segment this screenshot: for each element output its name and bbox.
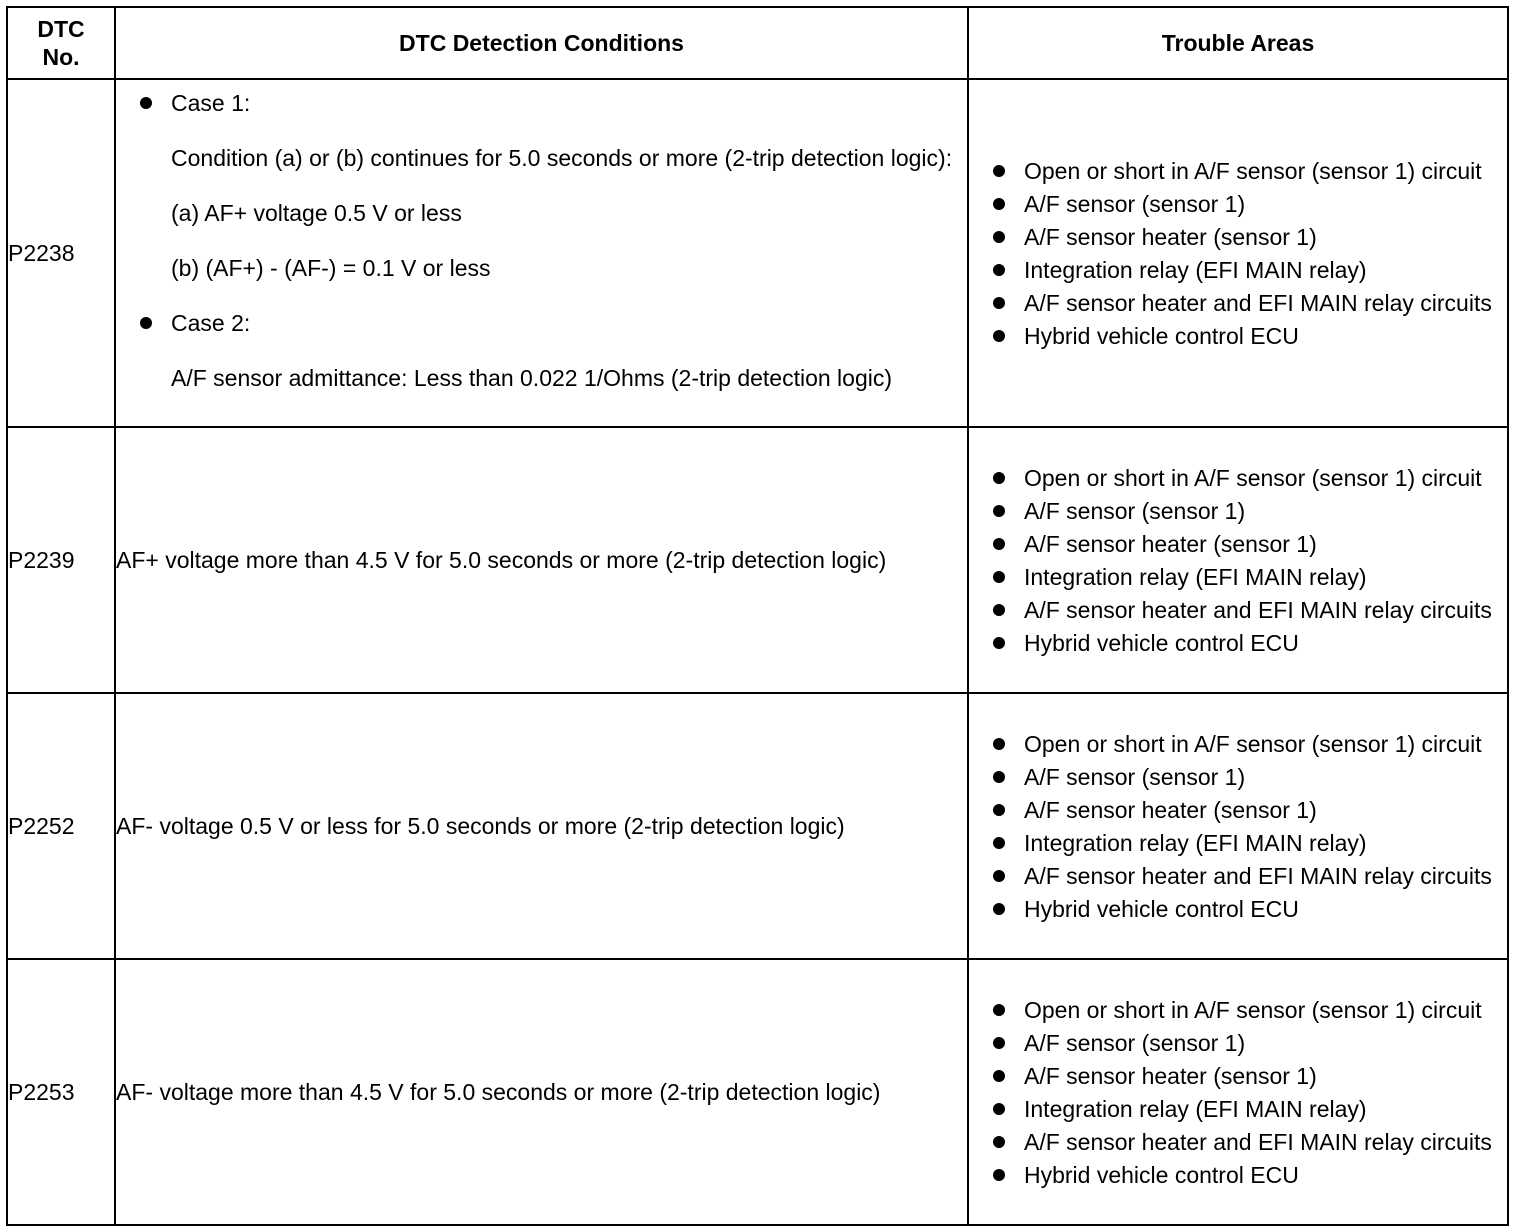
trouble-area-item: A/F sensor heater and EFI MAIN relay circuits — [991, 595, 1497, 625]
header-dtc-no: DTC No. — [7, 7, 115, 79]
detection-condition: AF- voltage 0.5 V or less for 5.0 seconds or more (2-trip detection logic) — [115, 693, 968, 959]
trouble-area-list — [969, 719, 1507, 934]
trouble-area-item: Open or short in A/F sensor (sensor 1) circuit — [991, 463, 1497, 493]
dtc-code: P2239 — [7, 427, 115, 693]
case-1-condition-b: (b) (AF+) - (AF-) = 0.1 V or less — [171, 255, 491, 281]
trouble-area-list — [969, 453, 1507, 668]
dtc-code: P2252 — [7, 693, 115, 959]
dtc-code: P2253 — [7, 959, 115, 1225]
trouble-area-item: A/F sensor (sensor 1) — [991, 189, 1497, 219]
dtc-table — [6, 6, 1509, 1226]
trouble-area-item: A/F sensor heater and EFI MAIN relay circuits — [991, 861, 1497, 891]
case-2-text: A/F sensor admittance: Less than 0.022 1/Ohms (2-trip detection logic) — [171, 365, 893, 391]
trouble-area-item: A/F sensor (sensor 1) — [991, 1028, 1497, 1058]
trouble-area-item: Open or short in A/F sensor (sensor 1) circuit — [991, 729, 1497, 759]
trouble-area-item: A/F sensor heater (sensor 1) — [991, 222, 1497, 252]
header-row — [7, 7, 1508, 79]
table-row — [7, 693, 1508, 959]
header-conditions: DTC Detection Conditions — [115, 7, 968, 79]
case-2-label: Case 2: — [138, 308, 959, 338]
trouble-area-list — [969, 985, 1507, 1200]
table-row — [7, 79, 1508, 427]
trouble-area-item: Integration relay (EFI MAIN relay) — [991, 1094, 1497, 1124]
trouble-area-item: A/F sensor (sensor 1) — [991, 762, 1497, 792]
trouble-area-item: A/F sensor heater (sensor 1) — [991, 529, 1497, 559]
detection-conditions — [115, 79, 968, 427]
table-row — [7, 959, 1508, 1225]
trouble-area-item: Open or short in A/F sensor (sensor 1) circuit — [991, 995, 1497, 1025]
trouble-areas — [968, 959, 1508, 1225]
trouble-area-item: Open or short in A/F sensor (sensor 1) circuit — [991, 156, 1497, 186]
trouble-area-list — [969, 146, 1507, 361]
trouble-areas — [968, 693, 1508, 959]
table-row — [7, 427, 1508, 693]
trouble-area-item: Integration relay (EFI MAIN relay) — [991, 828, 1497, 858]
dtc-code: P2238 — [7, 79, 115, 427]
trouble-area-item: A/F sensor heater (sensor 1) — [991, 795, 1497, 825]
trouble-area-item: A/F sensor heater and EFI MAIN relay circuits — [991, 288, 1497, 318]
trouble-area-item: A/F sensor heater (sensor 1) — [991, 1061, 1497, 1091]
case-1-condition-a: (a) AF+ voltage 0.5 V or less — [171, 200, 462, 226]
trouble-areas — [968, 427, 1508, 693]
trouble-area-item: Hybrid vehicle control ECU — [991, 321, 1497, 351]
trouble-area-item: Hybrid vehicle control ECU — [991, 1160, 1497, 1190]
trouble-area-item: Hybrid vehicle control ECU — [991, 628, 1497, 658]
trouble-areas — [968, 79, 1508, 427]
case-1-label: Case 1: — [138, 88, 959, 118]
detection-condition: AF- voltage more than 4.5 V for 5.0 seconds or more (2-trip detection logic) — [115, 959, 968, 1225]
detection-condition: AF+ voltage more than 4.5 V for 5.0 seconds or more (2-trip detection logic) — [115, 427, 968, 693]
trouble-area-item: Hybrid vehicle control ECU — [991, 894, 1497, 924]
trouble-area-item: Integration relay (EFI MAIN relay) — [991, 255, 1497, 285]
case-1-text: Condition (a) or (b) continues for 5.0 seconds or more (2-trip detection logic): — [171, 145, 953, 171]
trouble-area-item: A/F sensor heater and EFI MAIN relay circuits — [991, 1127, 1497, 1157]
header-trouble-areas: Trouble Areas — [968, 7, 1508, 79]
trouble-area-item: Integration relay (EFI MAIN relay) — [991, 562, 1497, 592]
trouble-area-item: A/F sensor (sensor 1) — [991, 496, 1497, 526]
